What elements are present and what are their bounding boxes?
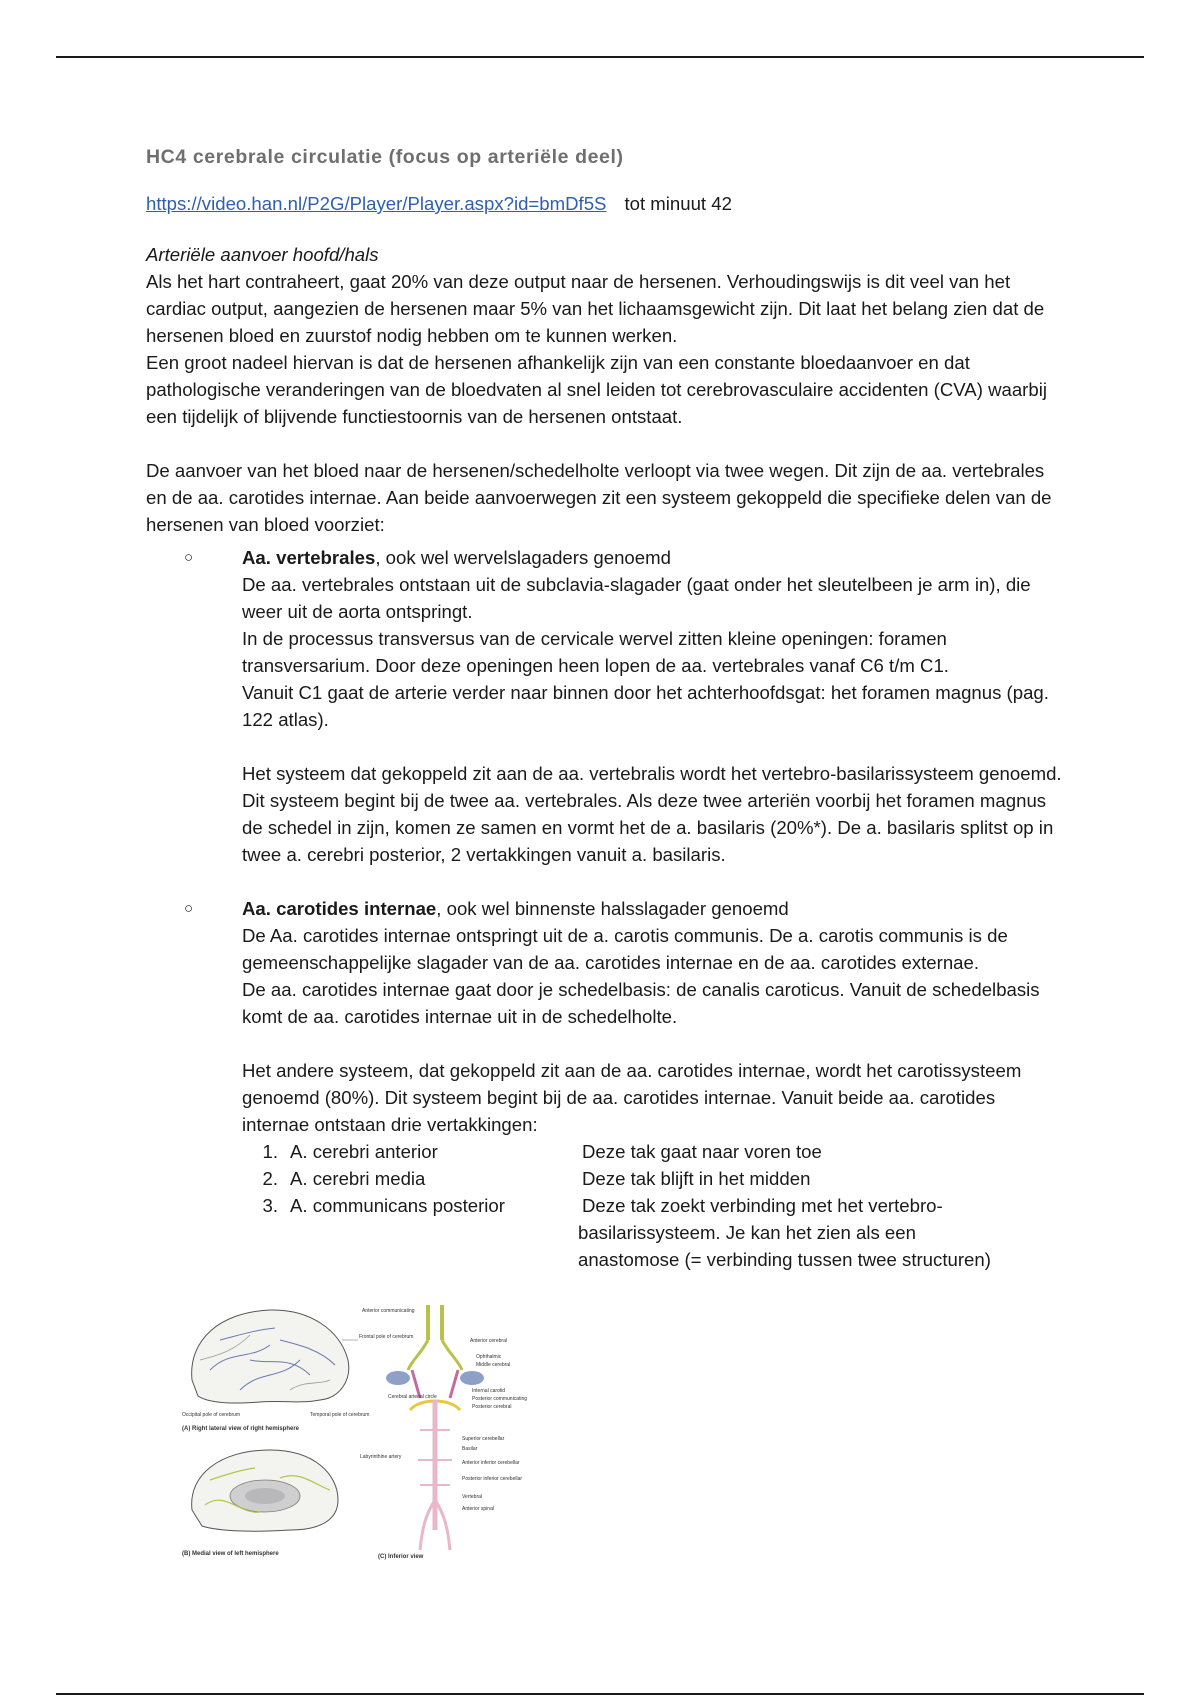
section-heading: Arteriële aanvoer hoofd/hals: [146, 244, 379, 265]
label-anterior-inferior-cerebellar: Anterior inferior cerebellar: [462, 1460, 520, 1466]
label-posterior-cerebral: Posterior cerebral: [472, 1404, 512, 1410]
label-circle: Cerebral arterial circle: [388, 1394, 437, 1400]
carotides-p3: Het andere systeem, dat gekoppeld zit aan de aa. carotides internae, wordt het carotissysteem genoemd (80%). Dit systeem begint bij de aa. carotides internae. Vanuit beide aa. carotides internae ontstaan drie vertakkingen:: [242, 1060, 1022, 1135]
caption-c: (C) Inferior view: [378, 1554, 424, 1560]
branch-list: [242, 1138, 1066, 1273]
intro-paragraph-1: Als het hart contraheert, gaat 20% van deze output naar de hersenen. Verhoudingswijs is dit veel van het cardiac output, aangezien de hersenen maar 5% van het lichaamsgewicht zijn. Dit laat het belang zien dat de hersenen bloed en zuurstof nodig hebben om te kunnen werken.: [146, 271, 1045, 346]
video-line: [146, 190, 1066, 217]
document-page: [146, 142, 1066, 1273]
label-occipital-pole: Occipital pole of cerebrum: [182, 1412, 241, 1418]
carotides-p1: De Aa. carotides internae ontspringt uit de a. carotis communis. De a. carotis communis is de gemeenschappelijke slagader van de aa. carotides internae en de aa. carotides externae.: [242, 925, 1008, 973]
label-posterior-inferior-cerebellar: Posterior inferior cerebellar: [462, 1476, 523, 1482]
branch-name: A. communicans posterior: [290, 1195, 505, 1216]
circle-of-willis-illustration: [360, 1305, 527, 1560]
vertebrales-p1: De aa. vertebrales ontstaan uit de subclavia-slagader (gaat onder het sleutelbeen je arm in), die weer uit de aorta ontspringt.: [242, 574, 1031, 622]
bullet-circle-icon: ○: [184, 900, 194, 917]
label-vertebral: Vertebral: [462, 1494, 483, 1500]
bullet-circle-icon: ○: [184, 549, 194, 566]
video-link[interactable]: https://video.han.nl/P2G/Player/Player.aspx?id=bmDf5S: [146, 193, 607, 214]
vertebrales-p4: Het systeem dat gekoppeld zit aan de aa. vertebralis wordt het vertebro-basilarissysteem genoemd. Dit systeem begint bij de twee aa. vertebrales. Als deze twee arteriën voorbij het foramen magnus de schedel in zijn, komen ze samen en vormt het de a. basilaris (20%*). De a. basilaris splitst op in twee a. cerebri posterior, 2 vertakkingen vanuit a. basilaris.: [242, 763, 1062, 865]
label-temporal-pole: Temporal pole of cerebrum: [310, 1412, 370, 1418]
top-rule: [56, 56, 1144, 58]
label-anterior-cerebral: Anterior cerebral: [470, 1338, 507, 1344]
carotides-p2: De aa. carotides internae gaat door je schedelbasis: de canalis caroticus. Vanuit de schedelbasis komt de aa. carotides internae uit in de schedelholte.: [242, 979, 1040, 1027]
term-carotides: Aa. carotides internae: [242, 898, 437, 919]
label-anterior-communicating: Anterior communicating: [362, 1308, 415, 1314]
cerebral-arteries-figure: [180, 1300, 570, 1565]
term-suffix: , ook wel binnenste halsslagader genoemd: [436, 898, 789, 919]
caption-b: (B) Medial view of left hemisphere: [182, 1551, 279, 1557]
label-basilar: Basilar: [462, 1446, 478, 1452]
branch-description: Deze tak gaat naar voren toe: [582, 1141, 822, 1162]
vertebrales-p2: In de processus transversus van de cervicale wervel zitten kleine openingen: foramen transversarium. Door deze openingen heen lopen de aa. vertebrales vanaf C6 t/m C1.: [242, 628, 949, 676]
medial-brain-illustration: [182, 1450, 338, 1557]
list-item-carotides: [146, 895, 1066, 1273]
branch-number: 3.: [262, 1195, 278, 1216]
branch-number: 2.: [262, 1168, 278, 1189]
term-vertebrales: Aa. vertebrales: [242, 547, 376, 568]
video-note: tot minuut 42: [624, 193, 732, 214]
branch-name: A. cerebri media: [290, 1168, 426, 1189]
bottom-rule: [56, 1693, 1144, 1695]
label-labyrinthine: Labyrinthine artery: [360, 1454, 402, 1460]
routes-intro: De aanvoer van het bloed naar de hersenen/schedelholte verloopt via twee wegen. Dit zijn de aa. vertebrales en de aa. carotides internae. Aan beide aanvoerwegen zit een systeem gekoppeld die specifieke delen van de hersenen van bloed voorziet:: [146, 460, 1052, 535]
label-superior-cerebellar: Superior cerebellar: [462, 1436, 505, 1442]
vertebrales-p3: Vanuit C1 gaat de arterie verder naar binnen door het achterhoofdsgat: het foramen magnus (pag. 122 atlas).: [242, 682, 1049, 730]
label-internal-carotid: Internal carotid: [472, 1388, 506, 1394]
label-posterior-communicating: Posterior communicating: [472, 1396, 528, 1402]
lateral-brain-illustration: [182, 1310, 413, 1432]
page-title: HC4 cerebrale circulatie (focus op arteriële deel): [146, 146, 624, 168]
branch-row: [242, 1165, 1066, 1192]
branch-description: Deze tak zoekt verbinding met het vertebro-: [582, 1195, 943, 1216]
term-suffix: , ook wel wervelslagaders genoemd: [375, 547, 671, 568]
branch-name: A. cerebri anterior: [290, 1141, 438, 1162]
caption-a: (A) Right lateral view of right hemisphere: [182, 1426, 300, 1432]
label-frontal-pole: Frontal pole of cerebrum: [359, 1334, 414, 1340]
branch-description: Deze tak blijft in het midden: [582, 1168, 811, 1189]
branch-row: [242, 1192, 1066, 1219]
branch-row: [242, 1138, 1066, 1165]
branch-3-continuation: basilarissysteem. Je kan het zien als een anastomose (= verbinding tussen twee structuren): [578, 1222, 991, 1270]
list-item-vertebrales: [146, 544, 1066, 868]
label-ophthalmic: Ophthalmic: [476, 1354, 502, 1360]
label-middle-cerebral: Middle cerebral: [476, 1362, 511, 1368]
branch-number: 1.: [262, 1141, 278, 1162]
intro-paragraph-2: Een groot nadeel hiervan is dat de hersenen afhankelijk zijn van een constante bloedaanvoer en dat pathologische veranderingen van de bloedvaten al snel leiden tot cerebrovasculaire accidenten (CVA) waarbij een tijdelijk of blijvende functiestoornis van de hersenen ontstaat.: [146, 352, 1047, 427]
label-anterior-spinal: Anterior spinal: [462, 1506, 494, 1512]
